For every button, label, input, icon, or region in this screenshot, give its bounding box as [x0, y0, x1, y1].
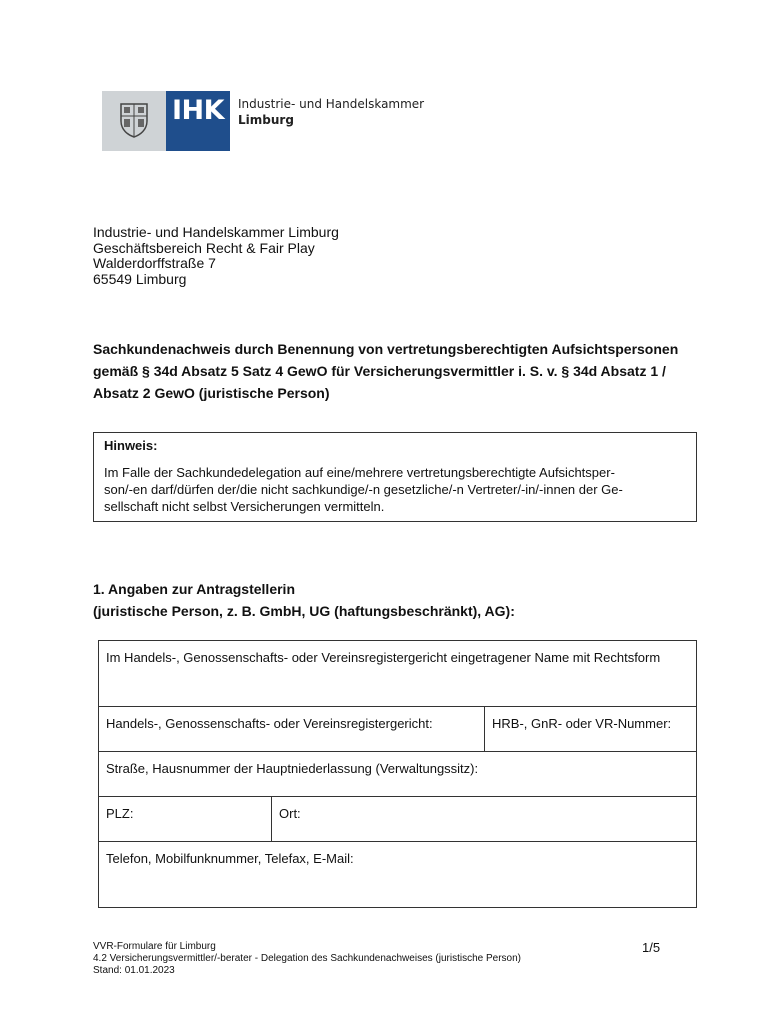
contact-field[interactable]: [99, 842, 696, 907]
footer-line: 4.2 Versicherungsvermittler/-berater - Delegation des Sachkundenachweises (juristische Person): [93, 953, 521, 964]
applicant-form: [98, 640, 697, 908]
page-footer: [93, 941, 521, 977]
logo-name-line2: Limburg: [238, 113, 294, 127]
page-number: 1/5: [642, 940, 661, 955]
section-subtitle: (juristische Person, z. B. GmbH, UG (haftungsbeschränkt), AG):: [93, 603, 515, 619]
coat-of-arms-icon: [118, 101, 150, 139]
document-title: [93, 338, 693, 404]
hint-box: [93, 432, 697, 522]
register-number-field[interactable]: [484, 707, 696, 751]
address-line: Industrie- und Handelskammer Limburg: [93, 224, 339, 240]
register-number-label: HRB-, GnR- oder VR-Nummer:: [492, 716, 672, 731]
hint-line: sellschaft nicht selbst Versicherungen vermitteln.: [104, 499, 385, 514]
register-court-field[interactable]: [99, 707, 484, 751]
footer-line: VVR-Formulare für Limburg: [93, 941, 216, 952]
logo-name-line1: Industrie- und Handelskammer: [238, 97, 425, 111]
footer-line: Stand: 01.01.2023: [93, 965, 175, 976]
hint-text: [104, 464, 686, 515]
logo-mark: IHK: [172, 95, 225, 126]
ihk-logo: [102, 91, 425, 151]
title-line: Sachkundenachweis durch Benennung von vertretungsberechtigten Aufsichtspersonen: [93, 341, 679, 357]
address-line: Walderdorffstraße 7: [93, 255, 216, 271]
address-line: Geschäftsbereich Recht & Fair Play: [93, 239, 315, 256]
address-line: 65549 Limburg: [93, 270, 187, 287]
form-row-register: [99, 707, 696, 752]
hint-heading: Hinweis:: [104, 438, 158, 453]
city-field[interactable]: [271, 797, 696, 841]
street-field[interactable]: [99, 752, 696, 796]
section-1-heading: [93, 578, 515, 622]
title-line: gemäß § 34d Absatz 5 Satz 4 GewO für Versicherungsvermittler i. S. v. § 34d Absatz 1 /: [93, 363, 666, 379]
company-name-label: Im Handels-, Genossenschafts- oder Vereinsregistergericht eingetragener Name mit Rechtsform: [106, 650, 661, 665]
form-row-street: [99, 752, 696, 797]
recipient-address: [93, 225, 339, 287]
plz-label: PLZ:: [106, 806, 134, 821]
form-row-location: [99, 797, 696, 842]
logo-seal-panel: [102, 91, 166, 151]
hint-line: son/-en darf/dürfen der/die nicht sachkundige/-n gesetzliche/-n Vertreter/-in/-innen der Ge-: [104, 482, 623, 497]
city-label: Ort:: [279, 806, 301, 821]
section-title: 1. Angaben zur Antragstellerin: [93, 581, 295, 597]
plz-field[interactable]: [99, 797, 271, 841]
title-line: Absatz 2 GewO (juristische Person): [93, 385, 330, 401]
register-court-label: Handels-, Genossenschafts- oder Vereinsregistergericht:: [106, 716, 433, 731]
hint-line: Im Falle der Sachkundedelegation auf eine/mehrere vertretungsberechtigte Aufsichtsper-: [104, 465, 615, 480]
form-row-contact: [99, 842, 696, 907]
street-label: Straße, Hausnummer der Hauptniederlassung (Verwaltungssitz):: [106, 761, 479, 776]
contact-label: Telefon, Mobilfunknummer, Telefax, E-Mail:: [106, 851, 354, 866]
company-name-field[interactable]: [99, 641, 696, 706]
form-row-name: [99, 641, 696, 707]
